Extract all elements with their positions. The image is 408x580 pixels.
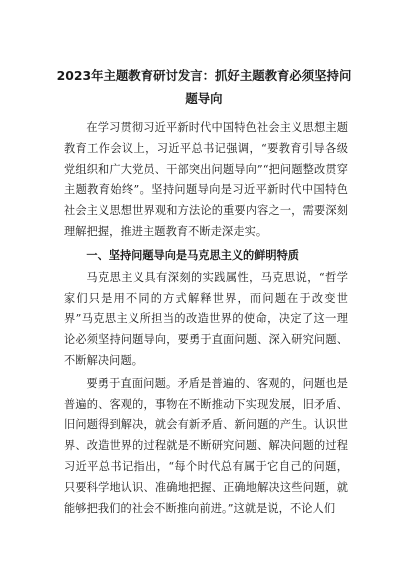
document-body (64, 118, 348, 521)
paragraph-marxism: 马克思主义具有深刻的实践属性，马克思说，“哲学家们只是用不同的方式解释世界，而问题在于改变世界”马克思主义所担当的改造世界的使命，决定了这一理论必须坚持问题导向，要勇于直面问题、深入研究问题、不断解决问题。 (64, 270, 348, 367)
paragraph-face-problems: 要勇于直面问题。矛盾是普遍的、客观的，问题也是普遍的、客观的，事物在不断推动下实现发展，旧矛盾、旧问题得到解决，就会有新矛盾、新问题的产生。认识世界、改造世界的过程就是不断研究问题、解决问题的过程习近平总书记指出，“每个时代总有属于它自己的问题，只要科学地认识、准确地把握、正确地解决这些问题，就能够把我们的社会不断推向前进。”这就是说，不论人们 (64, 376, 348, 515)
section-heading: 一、坚持问题导向是马克思主义的鲜明特质 (86, 248, 299, 262)
document-title: 2023年主题教育研讨发言：抓好主题教育必须坚持问题导向 (56, 68, 352, 106)
paragraph-intro: 在学习贯彻习近平新时代中国特色社会主义思想主题教育工作会议上，习近平总书记强调，“要教育引导各级党组织和广大党员、干部突出问题导向”“把问题整改贯穿主题教育始终”。坚持问题导向是习近平新时代中国特色社会主义思想世界观和方法论的重要内容之一，需要深刻理解把握，推进主题教育不断走深走实。 (64, 121, 348, 238)
